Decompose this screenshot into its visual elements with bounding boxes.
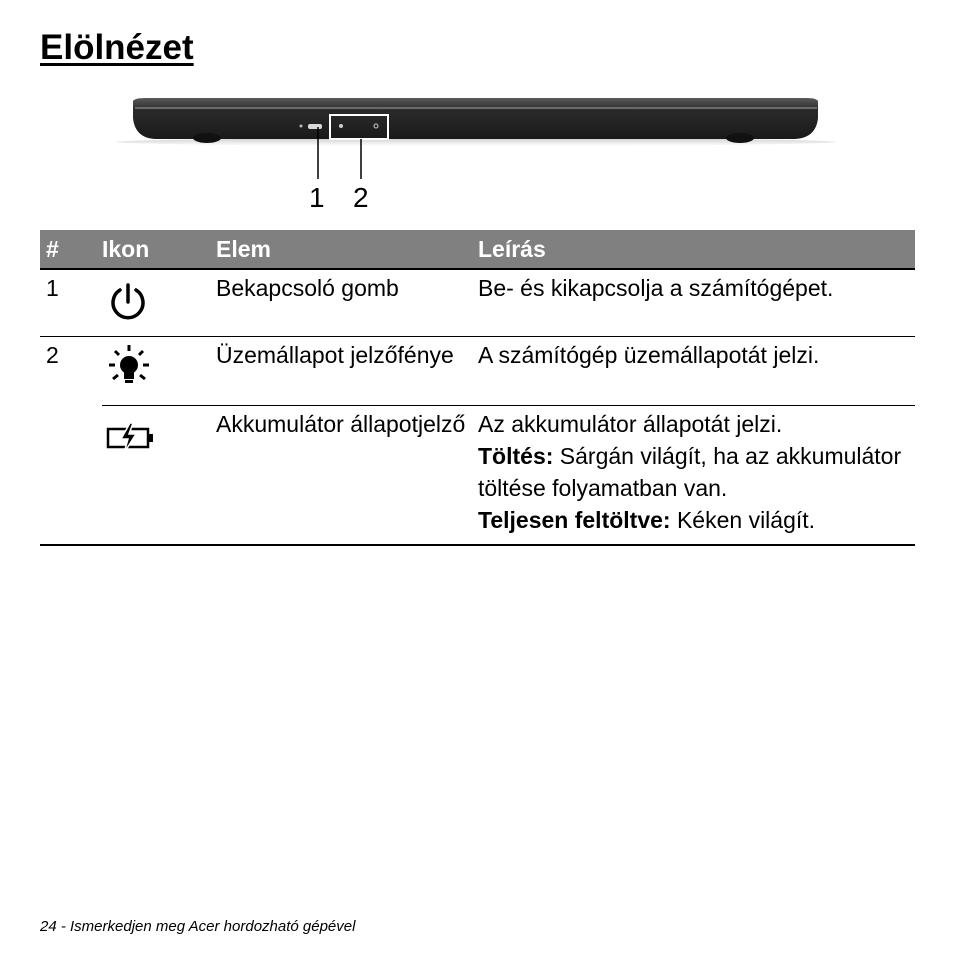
callout-2: 2 xyxy=(353,182,369,213)
light-bulb-icon xyxy=(106,343,152,389)
row-description: A számítógép üzemállapotát jelzi. xyxy=(478,336,915,405)
table-row xyxy=(40,336,915,405)
table-header-row xyxy=(40,230,915,269)
table-row xyxy=(40,405,915,545)
row-number: 1 xyxy=(46,275,59,301)
full-note xyxy=(478,504,915,536)
row-item: Üzemállapot jelzőfénye xyxy=(216,336,478,405)
charging-label: Töltés: xyxy=(478,442,554,469)
header-number: # xyxy=(40,230,102,269)
full-label: Teljesen feltöltve: xyxy=(478,506,671,533)
header-item: Elem xyxy=(216,230,478,269)
header-description: Leírás xyxy=(478,230,915,269)
page-title: Elölnézet xyxy=(40,28,194,67)
row-item: Akkumulátor állapotjelző xyxy=(216,405,478,545)
callout-1: 1 xyxy=(309,182,325,213)
row-number: 2 xyxy=(40,336,102,405)
page-footer: 24 - Ismerkedjen meg Acer hordozható gépével xyxy=(40,918,356,935)
header-icon: Ikon xyxy=(102,230,216,269)
table-row xyxy=(40,269,915,336)
full-text: Kéken világít. xyxy=(670,506,816,533)
row-number xyxy=(40,405,102,545)
battery-description: Az akkumulátor állapotát jelzi. xyxy=(478,410,783,437)
row-item: Bekapcsoló gomb xyxy=(216,275,399,301)
row-description: Be- és kikapcsolja a számítógépet. xyxy=(478,275,834,301)
charging-note xyxy=(478,440,915,504)
power-icon xyxy=(106,280,150,324)
components-table xyxy=(40,230,915,546)
row-description xyxy=(478,405,915,545)
laptop-front-view-image xyxy=(115,96,837,218)
charging-text: Sárgán világít, ha az akkumulátor töltése folyamatban van. xyxy=(478,442,902,501)
battery-charging-icon xyxy=(106,422,156,454)
